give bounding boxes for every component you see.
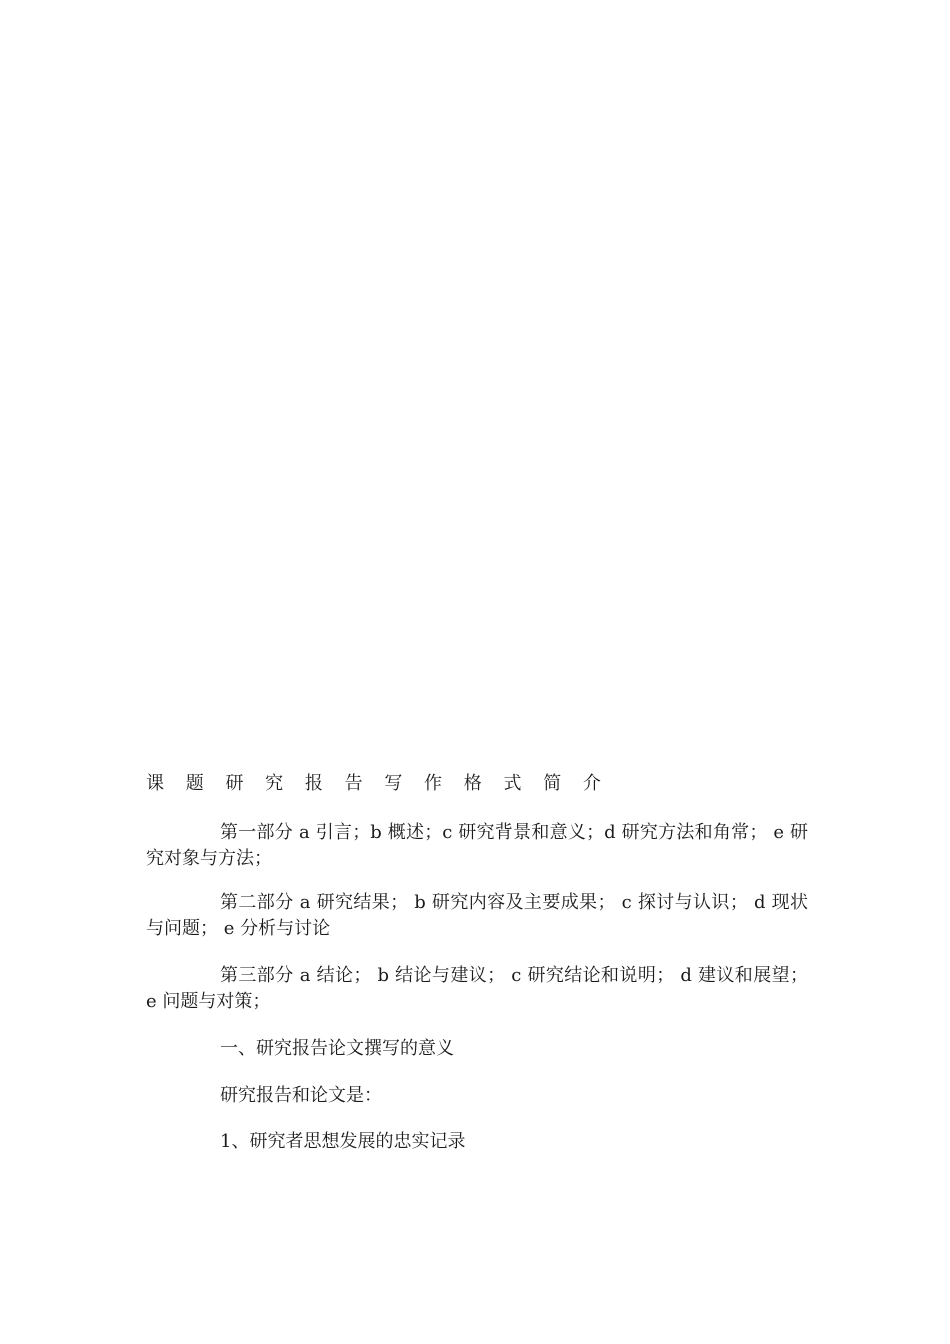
paragraph-part-two: 第二部分 a 研究结果； b 研究内容及主要成果； c 探讨与认识； d 现状与问题； e 分析与讨论 (146, 892, 808, 939)
paragraph-part-three: 第三部分 a 结论； b 结论与建议； c 研究结论和说明； d 建议和展望； e 问题与对策； (146, 965, 808, 1012)
section-heading: 一、研究报告论文撰写的意义 (220, 1038, 454, 1059)
paragraph-part-one: 第一部分 a 引言；b 概述；c 研究背景和意义；d 研究方法和角常； e 研究对象与方法； (146, 822, 808, 869)
paragraph-intro: 研究报告和论文是： (220, 1085, 382, 1106)
document-title: 课 题 研 究 报 告 写 作 格 式 简 介 (146, 773, 609, 794)
list-item-1: 1、研究者思想发展的忠实记录 (220, 1131, 466, 1152)
